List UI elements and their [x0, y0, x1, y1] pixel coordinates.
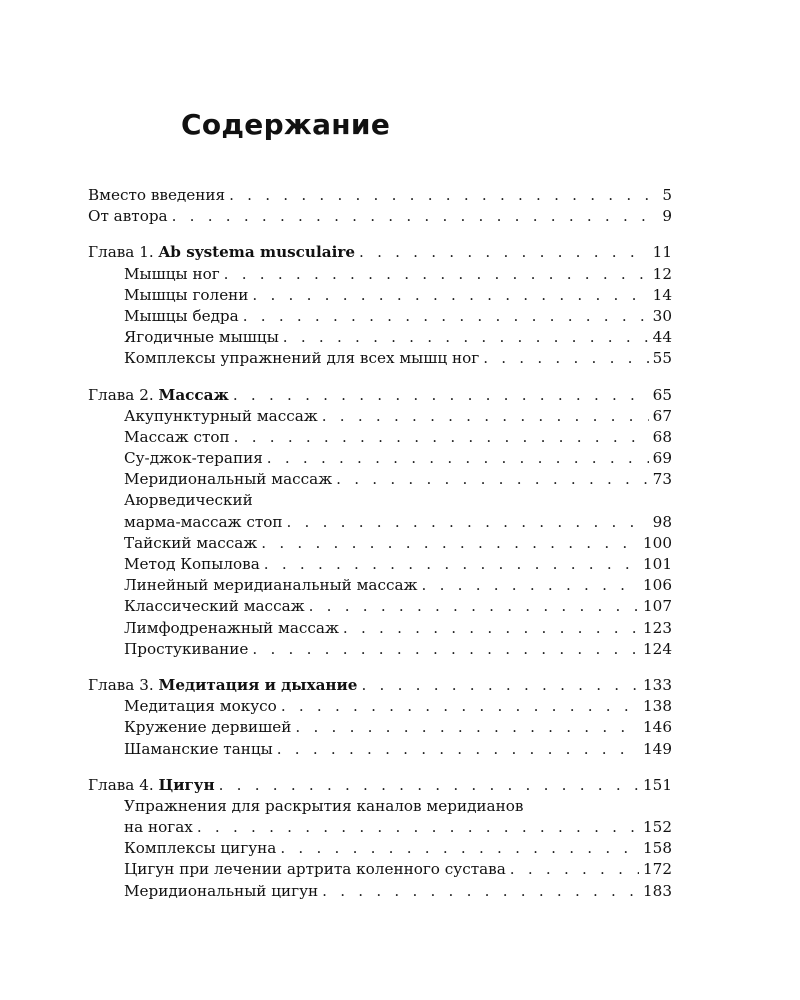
dot-leader: [234, 427, 649, 448]
toc-entry-label: Цигун при лечении артрита коленного сустава: [124, 860, 506, 879]
dot-leader: [359, 242, 649, 263]
chapter-2-heading[interactable]: [88, 385, 672, 406]
dot-leader: [277, 739, 639, 760]
dot-leader: [343, 618, 639, 639]
toc-entry-label: Мышцы бедра: [124, 306, 239, 325]
toc-entry-label: Классический массаж: [124, 597, 305, 616]
toc-entry-label: Тайский массаж: [124, 533, 258, 552]
chapter-name: Ab systema musculaire: [158, 243, 356, 262]
toc-page-number: 12: [652, 264, 672, 283]
toc-subentry[interactable]: [88, 554, 672, 575]
toc-subentry[interactable]: [88, 264, 672, 285]
toc-page-number: 101: [643, 555, 672, 573]
toc-page-number: 14: [652, 285, 672, 304]
toc-page-number: 55: [652, 349, 672, 368]
toc-subentry[interactable]: [88, 696, 672, 717]
dot-leader: [197, 817, 639, 838]
dot-leader: [224, 264, 649, 285]
toc-page-number: 67: [652, 406, 672, 425]
dot-leader: [252, 639, 639, 660]
dot-leader: [322, 406, 649, 427]
toc-entry-label: марма-массаж стоп: [124, 512, 283, 531]
toc-subentry[interactable]: [88, 739, 672, 760]
dot-leader: [252, 285, 648, 306]
toc-page-number: 68: [652, 427, 672, 446]
toc-page-number: 65: [652, 385, 672, 404]
chapter-4-group: [88, 775, 672, 902]
table-of-contents: [88, 185, 672, 917]
dot-leader: [264, 554, 639, 575]
toc-page-number: 98: [652, 512, 672, 531]
dot-leader: [483, 348, 648, 369]
dot-leader: [280, 838, 639, 859]
toc-subentry[interactable]: [88, 306, 672, 327]
toc-page-number: 172: [643, 860, 672, 879]
toc-entry-label: Акупунктурный массаж: [124, 406, 318, 425]
toc-subentry[interactable]: [88, 448, 672, 469]
chapter-label: [88, 385, 229, 406]
dot-leader: [322, 881, 639, 902]
toc-page-number: 151: [643, 775, 672, 794]
toc-entry-label: От автора: [88, 207, 168, 226]
toc-subentry[interactable]: [88, 717, 672, 738]
chapter-3-heading[interactable]: [88, 675, 672, 696]
toc-entry-label: Мышцы ног: [124, 264, 220, 283]
toc-entry-label: Мышцы голени: [124, 285, 249, 304]
toc-subentry[interactable]: [88, 406, 672, 427]
toc-subentry[interactable]: [88, 512, 672, 533]
toc-subentry[interactable]: [88, 817, 672, 838]
dot-leader: [283, 327, 649, 348]
chapter-2-group: [88, 385, 672, 660]
toc-entry-label: Вместо введения: [88, 186, 226, 204]
chapter-label: [88, 242, 355, 263]
dot-leader: [422, 575, 639, 596]
toc-entry-label: Комплексы цигуна: [124, 839, 277, 858]
dot-leader: [287, 512, 649, 533]
toc-subentry[interactable]: [88, 838, 672, 859]
dot-leader: [233, 385, 649, 406]
toc-page-number: 152: [643, 818, 672, 837]
chapter-name: Цигун: [158, 775, 215, 794]
toc-page-number: 106: [643, 576, 672, 595]
toc-entry-label: Простукивание: [124, 639, 249, 658]
toc-entry-label: Меридиональный массаж: [124, 470, 333, 489]
toc-entry-label: Массаж стоп: [124, 427, 230, 446]
toc-entry-label: Линейный меридианальный массаж: [124, 576, 418, 595]
toc-entry-label: Комплексы упражнений для всех мышц ног: [124, 349, 480, 368]
toc-page-number: 107: [643, 597, 672, 616]
toc-subentry[interactable]: [88, 881, 672, 902]
toc-subentry-first-line[interactable]: Упражнения для раскрытия каналов меридианов: [124, 796, 524, 815]
toc-page-number: 123: [643, 618, 672, 637]
toc-entry-label: Метод Копылова: [124, 555, 260, 573]
chapter-label: [88, 775, 215, 796]
toc-subentry[interactable]: [88, 618, 672, 639]
toc-entry-label: Су-джок-терапия: [124, 449, 263, 468]
toc-entry-label: Лимфодренажный массаж: [124, 618, 339, 637]
toc-entry-label: на ногах: [124, 818, 193, 837]
dot-leader: [510, 859, 639, 880]
toc-page-number: 44: [652, 328, 672, 347]
chapter-name: Медитация и дыхание: [158, 675, 358, 694]
toc-page-number: 9: [662, 207, 672, 226]
chapter-1-heading[interactable]: [88, 242, 672, 263]
chapter-prefix: Глава 2.: [88, 385, 154, 404]
chapter-4-heading[interactable]: [88, 775, 672, 796]
dot-leader: [267, 448, 649, 469]
chapter-1-group: [88, 242, 672, 369]
toc-entry-author[interactable]: [88, 206, 672, 227]
toc-subentry[interactable]: [88, 533, 672, 554]
toc-entry-label: Медитация мокусо: [124, 697, 277, 716]
chapter-3-group: [88, 675, 672, 760]
toc-page-number: 69: [652, 449, 672, 468]
toc-page-number: 100: [643, 533, 672, 552]
toc-page-number: 30: [652, 306, 672, 325]
chapter-prefix: Глава 4.: [88, 775, 154, 794]
toc-page-number: 158: [643, 839, 672, 858]
toc-subentry[interactable]: [88, 327, 672, 348]
toc-page-number: 124: [643, 639, 672, 658]
dot-leader: [295, 717, 639, 738]
dot-leader: [261, 533, 639, 554]
toc-page-number: 146: [643, 718, 672, 737]
toc-page-number: 138: [643, 697, 672, 716]
chapter-prefix: Глава 1.: [88, 243, 154, 262]
toc-page-number: 133: [643, 675, 672, 694]
toc-page-number: 183: [643, 881, 672, 900]
dot-leader: [219, 775, 639, 796]
chapter-prefix: Глава 3.: [88, 675, 154, 694]
chapter-label: [88, 675, 357, 696]
toc-page-number: 73: [652, 470, 672, 489]
toc-subentry[interactable]: [88, 469, 672, 490]
toc-subentry[interactable]: [88, 427, 672, 448]
toc-subentry[interactable]: [88, 575, 672, 596]
toc-entry-label: Кружение дервишей: [124, 718, 292, 737]
toc-subentry[interactable]: [88, 348, 672, 369]
dot-leader: [243, 306, 649, 327]
toc-entry-intro[interactable]: [88, 185, 672, 206]
toc-subentry[interactable]: [88, 639, 672, 660]
dot-leader: [172, 206, 659, 227]
toc-subentry[interactable]: [88, 596, 672, 617]
toc-page-number: 149: [643, 739, 672, 758]
toc-page-number: 5: [662, 186, 672, 204]
toc-entry-label: Шаманские танцы: [124, 739, 273, 758]
toc-page-number: 11: [652, 243, 672, 262]
dot-leader: [309, 596, 639, 617]
toc-subentry[interactable]: [88, 859, 672, 880]
intro-group: [88, 185, 672, 227]
dot-leader: [281, 696, 639, 717]
toc-subentry[interactable]: [88, 285, 672, 306]
dot-leader: [361, 675, 639, 696]
toc-entry-label: Меридиональный цигун: [124, 881, 319, 900]
dot-leader: [229, 185, 658, 206]
dot-leader: [336, 469, 649, 490]
toc-entry-label: Ягодичные мышцы: [124, 328, 279, 347]
toc-subentry-first-line[interactable]: Аюрведический: [124, 491, 253, 510]
chapter-name: Массаж: [158, 385, 229, 404]
page-title: Содержание: [181, 108, 391, 141]
